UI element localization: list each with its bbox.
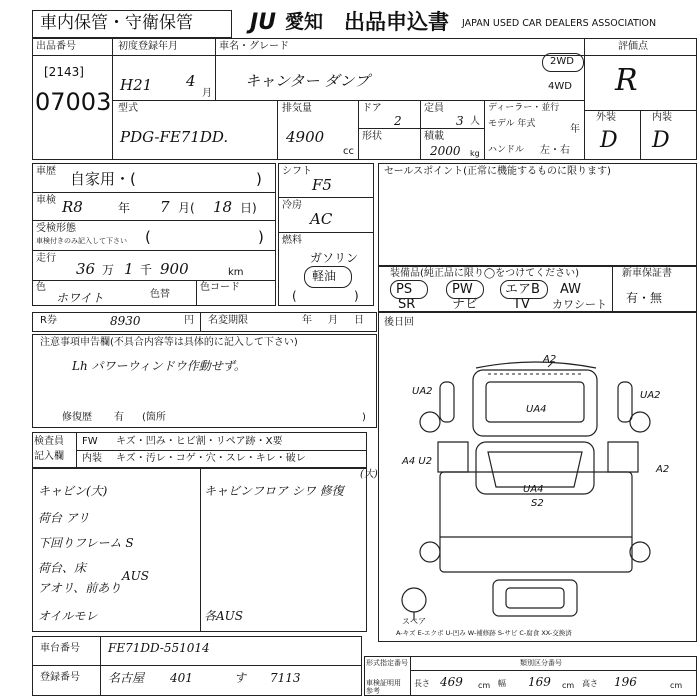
note-bed: 荷台 アリ xyxy=(38,511,90,525)
recycle-row xyxy=(32,312,377,332)
capacity-unit: 人 xyxy=(470,116,480,127)
height-unit: cm xyxy=(670,681,683,690)
equip-pw: PW xyxy=(452,282,473,297)
equip-tv: TV xyxy=(513,297,530,312)
equip-sr: SR xyxy=(398,297,416,312)
car-name: キャンター ダンプ xyxy=(245,72,370,90)
repair-label: 修復歴 xyxy=(62,412,92,423)
km-unit: km xyxy=(228,267,244,278)
month-unit: 月 xyxy=(202,88,212,99)
rating-label: 評価点 xyxy=(618,41,648,52)
capacity-label: 定員 xyxy=(424,103,444,114)
inspection-month-unit: 月( xyxy=(178,201,195,215)
sales-point-box xyxy=(378,163,697,266)
truck-diagram xyxy=(378,312,697,642)
repair-parts: (箇所 xyxy=(142,412,166,423)
reg-class: 401 xyxy=(170,671,193,685)
inspection-label: 車検 xyxy=(36,195,56,206)
chassis-value: FE71DD-551014 xyxy=(108,641,210,655)
equip-leather: カワシート xyxy=(552,298,607,311)
shift-value: F5 xyxy=(312,176,332,194)
english-title: JAPAN USED CAR DEALERS ASSOCIATION xyxy=(462,18,657,29)
receipt-note: 車検付きのみ記入して下さい xyxy=(36,237,127,245)
cc-unit: cc xyxy=(343,146,354,157)
width-value: 169 xyxy=(528,675,551,689)
first-reg-month: 4 xyxy=(186,72,196,90)
equip-aw: AW xyxy=(560,282,582,297)
mileage-man: 36 xyxy=(76,260,96,278)
dealer-label: ディーラー・並行 xyxy=(488,103,560,113)
repair-close: ) xyxy=(362,412,366,423)
equip-pw-circle xyxy=(446,280,484,299)
note-cabin: キャビン(大) xyxy=(38,484,108,498)
spare-label: スペア xyxy=(402,617,426,626)
fuel-close: ) xyxy=(354,289,359,303)
handle-options: 左・右 xyxy=(540,145,570,156)
drive-2wd-circle xyxy=(542,53,584,72)
note-frame: 下回りフレーム S xyxy=(38,536,134,550)
history-close-paren: ) xyxy=(256,170,262,188)
deadline-month-unit: 月 xyxy=(328,315,338,326)
mark-hood: UA4 xyxy=(526,404,547,415)
fuel-diesel-circle xyxy=(304,266,352,288)
height-label: 高さ xyxy=(582,679,598,688)
notes-label: 注意事項申告欄(不具合内容等は具体的に記入して下さい) xyxy=(40,337,298,348)
mark-front-a2: A2 xyxy=(543,354,557,365)
mark-roof: UA4 xyxy=(523,484,544,495)
deadline-day-unit: 日 xyxy=(354,315,364,326)
listing-sub-number: [2143] xyxy=(44,65,84,79)
drive-4wd: 4WD xyxy=(548,81,572,92)
mark-left-door: A4 U2 xyxy=(402,456,433,467)
note-aus: AUS xyxy=(122,569,149,583)
width-label: 幅 xyxy=(498,679,506,688)
inspection-day-unit: 日) xyxy=(240,201,257,215)
load-value: 2000 xyxy=(430,144,461,158)
reg-kana: す xyxy=(234,671,247,685)
handle-label: ハンドル xyxy=(488,145,525,155)
model-value: PDG-FE71DD. xyxy=(120,128,229,146)
note-bed-floor: 荷台、床 xyxy=(38,561,87,575)
note-each-aus: 各AUS xyxy=(204,609,244,623)
mileage-rest: 900 xyxy=(160,260,189,278)
note-oil-leak: オイルモレ xyxy=(38,609,98,623)
equip-airbag: エアB xyxy=(505,282,540,297)
inspector-row1-label: FW xyxy=(82,436,98,447)
interior-label: 内装 xyxy=(652,112,672,123)
ref-label: 車検証明用 参考 xyxy=(366,679,401,695)
cert-label: 形式指定番号 xyxy=(366,659,408,667)
note-cabin-floor: キャビンフロア シワ 修復 xyxy=(204,484,344,498)
chassis-label: 車台番号 xyxy=(40,643,80,654)
ju-logo: JU xyxy=(250,10,277,35)
mileage-sen: 1 xyxy=(124,260,134,278)
receipt-open: ( xyxy=(145,228,151,246)
length-label: 長さ xyxy=(414,679,430,688)
car-name-label: 車名・グレード xyxy=(219,41,289,52)
diagram-marks xyxy=(401,354,669,626)
storage-title: 車内保管・守衛保管 xyxy=(40,13,193,33)
length-unit: cm xyxy=(478,681,491,690)
warranty-label: 新車保証書 xyxy=(622,268,672,279)
mark-right-mirror: UA2 xyxy=(640,390,661,401)
drive-2wd: 2WD xyxy=(550,56,574,67)
deadline-year-unit: 年 xyxy=(302,315,312,326)
inspection-day: 18 xyxy=(213,198,233,216)
damage-legend: A-キズ E-エクボ U-凹み W-補修跡 S-サビ C-腐食 XX-交換済 xyxy=(396,629,572,637)
cert-label2: 類別区分番号 xyxy=(520,659,562,667)
listing-number-label: 出品番号 xyxy=(36,41,76,52)
model-year-unit: 年 xyxy=(570,124,580,135)
kg-unit: kg xyxy=(470,149,480,158)
shift-label: シフト xyxy=(282,166,312,177)
fuel-open: ( xyxy=(292,289,297,303)
warranty-options: 有・無 xyxy=(626,291,663,305)
inspector-row2-label: 内装 xyxy=(82,453,102,464)
length-value: 469 xyxy=(440,675,463,689)
equip-ps-circle xyxy=(390,280,428,299)
first-reg-label: 初度登録年月 xyxy=(118,41,178,52)
inspection-era: R8 xyxy=(62,198,83,216)
reg-place: 名古屋 xyxy=(108,671,145,685)
mark-right-door: A2 xyxy=(656,464,670,475)
ac-label: 冷房 xyxy=(282,200,302,211)
inspector-label-top: 検査員 xyxy=(34,436,64,447)
fuel-gasoline: ガソリン xyxy=(310,251,359,265)
height-value: 196 xyxy=(614,675,637,689)
color-code-label: 色コード xyxy=(200,282,240,293)
brand-name: 愛知 xyxy=(285,11,324,33)
inspector-label-bottom: 記入欄 xyxy=(34,451,64,462)
note-gate: アオリ、前あり xyxy=(38,581,122,595)
inspector-row1-items: キズ・凹み・ヒビ割・リペア跡・X要 xyxy=(116,436,283,447)
sales-point-label: セールスポイント(正常に機能するものに限ります) xyxy=(384,166,611,177)
registration-label: 登録番号 xyxy=(40,672,80,683)
first-reg-era: H21 xyxy=(120,76,153,94)
equip-airbag-circle xyxy=(500,280,548,299)
interior-grade: D xyxy=(652,128,670,153)
ac-value: AC xyxy=(310,210,333,228)
model-label: 型式 xyxy=(118,103,138,114)
equipment-label: 装備品(純正品に限り◯をつけてください) xyxy=(390,268,579,279)
rating-value: R xyxy=(615,63,638,98)
shape-label: 形状 xyxy=(362,131,382,142)
capacity-value: 3 xyxy=(456,114,464,128)
recycle-amount: 8930 xyxy=(110,314,141,328)
recycle-label: R券 xyxy=(40,315,57,326)
doors-label: ドア xyxy=(362,103,382,114)
mark-roof-rust: S2 xyxy=(531,498,544,509)
receipt-close: ) xyxy=(258,228,264,246)
displacement-label: 排気量 xyxy=(282,103,312,114)
load-label: 積載 xyxy=(424,131,444,142)
notes-content: Lh パワーウィンドウ作動せず。 xyxy=(72,359,246,373)
color-change-label: 色替 xyxy=(150,289,170,300)
form-title: 出品申込書 xyxy=(344,10,449,34)
listing-number: 07003 xyxy=(35,88,112,116)
equip-ps: PS xyxy=(396,282,413,297)
width-unit: cm xyxy=(562,681,575,690)
exterior-grade: D xyxy=(600,128,618,153)
doors-value: 2 xyxy=(394,114,402,128)
exterior-label: 外装 xyxy=(596,112,616,123)
model-year-label: モデル 年式 xyxy=(488,119,536,129)
inspector-mark: (大) xyxy=(360,469,378,480)
inspector-row2-items: キズ・汚レ・コゲ・穴・スレ・キレ・破レ xyxy=(116,453,306,464)
inspection-month: 7 xyxy=(160,198,170,216)
repair-value: 有 xyxy=(114,412,124,423)
receipt-label: 受検形態 xyxy=(36,223,76,234)
mark-left-mirror: UA2 xyxy=(412,386,433,397)
color-label: 色 xyxy=(36,282,46,293)
fuel-label: 燃料 xyxy=(282,235,302,246)
fuel-diesel: 軽油 xyxy=(312,269,337,283)
displacement-value: 4900 xyxy=(286,128,325,146)
color-value: ホワイト xyxy=(56,291,104,305)
history-value: 自家用・( xyxy=(70,170,136,188)
rear-seat-label: 後日回 xyxy=(384,317,414,328)
name-change-label: 名変期限 xyxy=(208,315,248,326)
equip-navi: ナビ xyxy=(452,297,479,312)
mileage-label: 走行 xyxy=(36,253,56,264)
mileage-sen-unit: 千 xyxy=(140,263,153,277)
reg-number: 7113 xyxy=(270,671,301,685)
recycle-yen: 円 xyxy=(184,315,194,326)
inspection-year-unit: 年 xyxy=(118,201,131,215)
history-label: 車歴 xyxy=(36,166,56,177)
mileage-man-unit: 万 xyxy=(102,263,115,277)
